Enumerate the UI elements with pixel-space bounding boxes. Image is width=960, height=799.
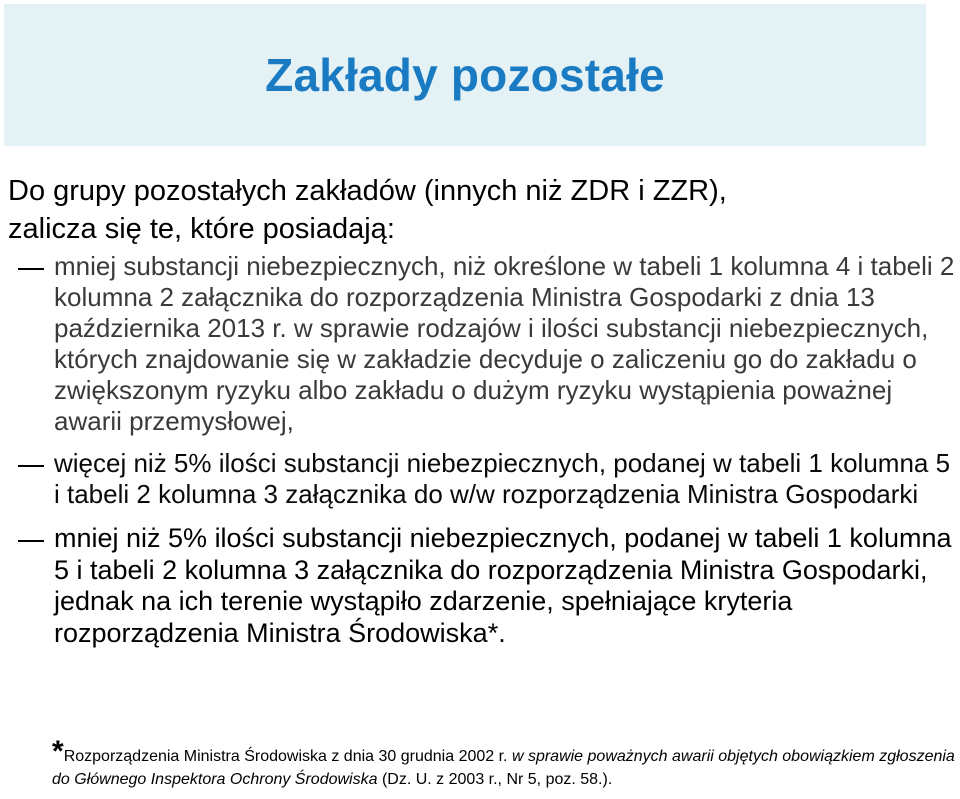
criteria-list bbox=[8, 251, 956, 649]
list-item bbox=[8, 448, 956, 510]
intro-line-1: Do grupy pozostałych zakładów (innych niż ZDR i ZZR), bbox=[8, 175, 727, 207]
list-item bbox=[8, 523, 956, 649]
slide-title: Zakłady pozostałe bbox=[265, 49, 665, 101]
list-item-text: mniej niż 5% ilości substancji niebezpiecznych, podanej w tabeli 1 kolumna 5 i tabeli 2 kolumna 3 załącznika do rozporządzenia Ministra Gospodarki, jednak na ich terenie wystąpiło zdarzenie, spełniające kryteria rozporządzenia Ministra Środowiska*. bbox=[54, 523, 952, 648]
list-item-text: mniej substancji niebezpiecznych, niż określone w tabeli 1 kolumna 4 i tabeli 2 kolumna 2 załącznika do rozporządzenia Ministra Gospodarki z dnia 13 października 2013 r. w sprawie rodzajów i ilości substancji niebezpiecznych, których znajdowanie się w zakładzie decyduje o zaliczeniu go do zakładu o zwiększonym ryzyku albo zakładu o dużym ryzyku wystąpienia poważnej awarii przemysłowej, bbox=[54, 251, 955, 436]
slide-content bbox=[8, 172, 956, 649]
footnote-regulation: Rozporządzenia Ministra Środowiska z dnia 30 grudnia 2002 r. bbox=[63, 748, 512, 765]
list-item-text: więcej niż 5% ilości substancji niebezpiecznych, podanej w tabeli 1 kolumna 5 i tabeli 2 kolumna 3 załącznika do w/w rozporządzenia Ministra Gospodarki bbox=[54, 448, 951, 509]
title-banner bbox=[4, 4, 926, 146]
footnote-citation: (Dz. U. z 2003 r., Nr 5, poz. 58.). bbox=[377, 771, 613, 788]
footnote bbox=[52, 735, 956, 791]
intro-text bbox=[8, 172, 956, 248]
dash-bullet-icon bbox=[18, 540, 44, 542]
dash-bullet-icon bbox=[18, 268, 44, 270]
footnote-asterisk: * bbox=[52, 735, 64, 768]
dash-bullet-icon bbox=[18, 465, 44, 467]
intro-line-2: zalicza się te, które posiadają: bbox=[8, 213, 395, 245]
list-item bbox=[8, 251, 956, 437]
footnote-regulation-subject: w sprawie poważnych awarii objętych obowiązkiem zgłoszenia do Głównego Inspektora Ochrony Środowiska bbox=[52, 748, 955, 788]
